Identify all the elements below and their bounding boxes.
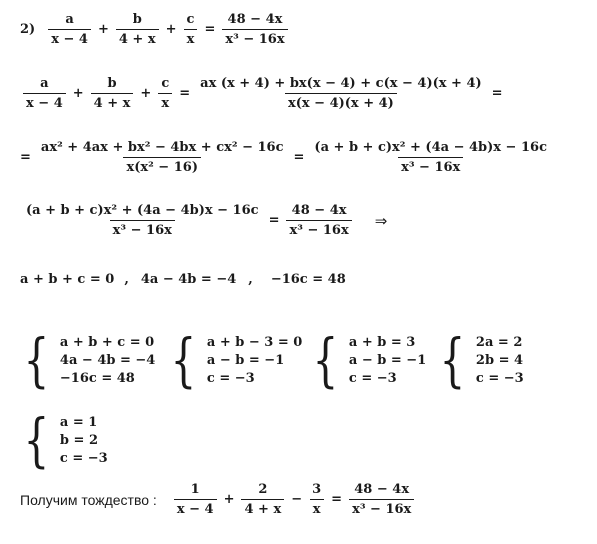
solution-b: b = 2: [59, 433, 98, 448]
fraction-1-over-x-minus-4: [174, 482, 217, 517]
denominator: 4 + x: [116, 29, 159, 47]
left-brace-icon: {: [312, 326, 339, 394]
left-brace-icon: {: [439, 326, 466, 394]
system-line: a + b + c = 0: [59, 335, 155, 350]
numerator: (a + b + c)x² + (4a − 4b)x − 16c: [314, 140, 547, 155]
numerator: c: [161, 76, 170, 91]
fraction-rhs: [222, 12, 287, 47]
fraction-a-over-x-minus-4: [23, 76, 66, 111]
denominator: x(x − 4)(x + 4): [285, 93, 397, 111]
fraction-grouped: [311, 140, 550, 175]
denominator: x − 4: [174, 499, 217, 517]
numerator: 48 − 4x: [354, 482, 410, 497]
denominator: x(x² − 16): [123, 157, 201, 175]
denominator: x: [158, 93, 172, 111]
denominator: x³ − 16x: [110, 220, 175, 238]
numerator: ax² + 4ax + bx² − 4bx + cx² − 16c: [40, 140, 284, 155]
system-line: −16c = 48: [59, 371, 135, 386]
fraction-rhs: [286, 203, 351, 238]
equals-sign: =: [179, 86, 191, 101]
system-1: [18, 326, 156, 394]
numerator: b: [132, 12, 142, 27]
system-line: c = −3: [475, 371, 524, 386]
solution-system: [18, 406, 108, 474]
condition-2: 4a − 4b = −4: [140, 272, 237, 287]
fraction-b-over-4-plus-x: [91, 76, 134, 111]
left-brace-icon: {: [23, 326, 50, 394]
denominator: 4 + x: [241, 499, 284, 517]
system-line: a − b = −1: [206, 353, 285, 368]
system-3: [307, 326, 427, 394]
separator-comma: ,: [248, 272, 253, 287]
minus-sign: −: [291, 492, 303, 507]
numerator: 3: [312, 482, 322, 497]
left-brace-icon: {: [170, 326, 197, 394]
system-2: [165, 326, 303, 394]
plus-sign: +: [165, 22, 177, 37]
coefficient-conditions: [20, 272, 346, 287]
numerator: b: [107, 76, 117, 91]
denominator: x: [310, 499, 324, 517]
fraction-2-over-4-plus-x: [241, 482, 284, 517]
equation-3: [20, 140, 553, 175]
system-line: a − b = −1: [348, 353, 427, 368]
problem-number: 2): [20, 22, 36, 37]
numerator: 2: [258, 482, 268, 497]
denominator: x − 4: [48, 29, 91, 47]
equals-sign: =: [331, 492, 343, 507]
denominator: x³ − 16x: [398, 157, 463, 175]
left-brace-icon: {: [23, 406, 50, 474]
plus-sign: +: [72, 86, 84, 101]
denominator: x − 4: [23, 93, 66, 111]
fraction-c-over-x: [158, 76, 172, 111]
system-line: a + b − 3 = 0: [206, 335, 303, 350]
equation-2: [20, 76, 507, 111]
fraction-3-over-x: [309, 482, 324, 517]
equals-sign: =: [491, 86, 503, 101]
system-line: 2a = 2: [475, 335, 523, 350]
numerator: ax (x + 4) + bx(x − 4) + c(x − 4)(x + 4): [200, 76, 482, 91]
plus-sign: +: [223, 492, 235, 507]
fraction-common-denominator: [197, 76, 485, 111]
condition-3: −16c = 48: [270, 272, 346, 287]
system-line: a + b = 3: [348, 335, 416, 350]
denominator: x³ − 16x: [349, 499, 414, 517]
fraction-grouped: [23, 203, 262, 238]
fraction-b-over-4-plus-x: [116, 12, 159, 47]
numerator: c: [186, 12, 195, 27]
solution-a: a = 1: [59, 415, 98, 430]
numerator: a: [40, 76, 49, 91]
denominator: x³ − 16x: [286, 220, 351, 238]
fraction-a-over-x-minus-4: [48, 12, 91, 47]
numerator: (a + b + c)x² + (4a − 4b)x − 16c: [26, 203, 259, 218]
implies-arrow: ⇒: [374, 211, 388, 230]
denominator: x: [184, 29, 198, 47]
numerator: 48 − 4x: [227, 12, 283, 27]
equals-sign: =: [268, 213, 280, 228]
equals-sign: =: [20, 150, 31, 165]
fraction-rhs: [349, 482, 414, 517]
system-4: [434, 326, 524, 394]
fraction-c-over-x: [184, 12, 198, 47]
identity-row: [20, 482, 417, 517]
plus-sign: +: [140, 86, 152, 101]
equation-4: [20, 203, 387, 238]
separator-comma: ,: [124, 272, 129, 287]
numerator: 1: [190, 482, 200, 497]
denominator: 4 + x: [91, 93, 134, 111]
system-line: c = −3: [348, 371, 397, 386]
numerator: a: [65, 12, 74, 27]
solution-c: c = −3: [59, 451, 108, 466]
equals-sign: =: [293, 150, 305, 165]
identity-caption: Получим тождество :: [20, 491, 157, 508]
system-line: c = −3: [206, 371, 255, 386]
plus-sign: +: [97, 22, 109, 37]
system-line: 2b = 4: [475, 353, 524, 368]
equals-sign: =: [204, 22, 216, 37]
system-line: 4a − 4b = −4: [59, 353, 156, 368]
equation-1: [20, 12, 291, 47]
denominator: x³ − 16x: [222, 29, 287, 47]
condition-1: a + b + c = 0: [20, 272, 115, 287]
fraction-expanded: [38, 140, 287, 175]
numerator: 48 − 4x: [291, 203, 347, 218]
